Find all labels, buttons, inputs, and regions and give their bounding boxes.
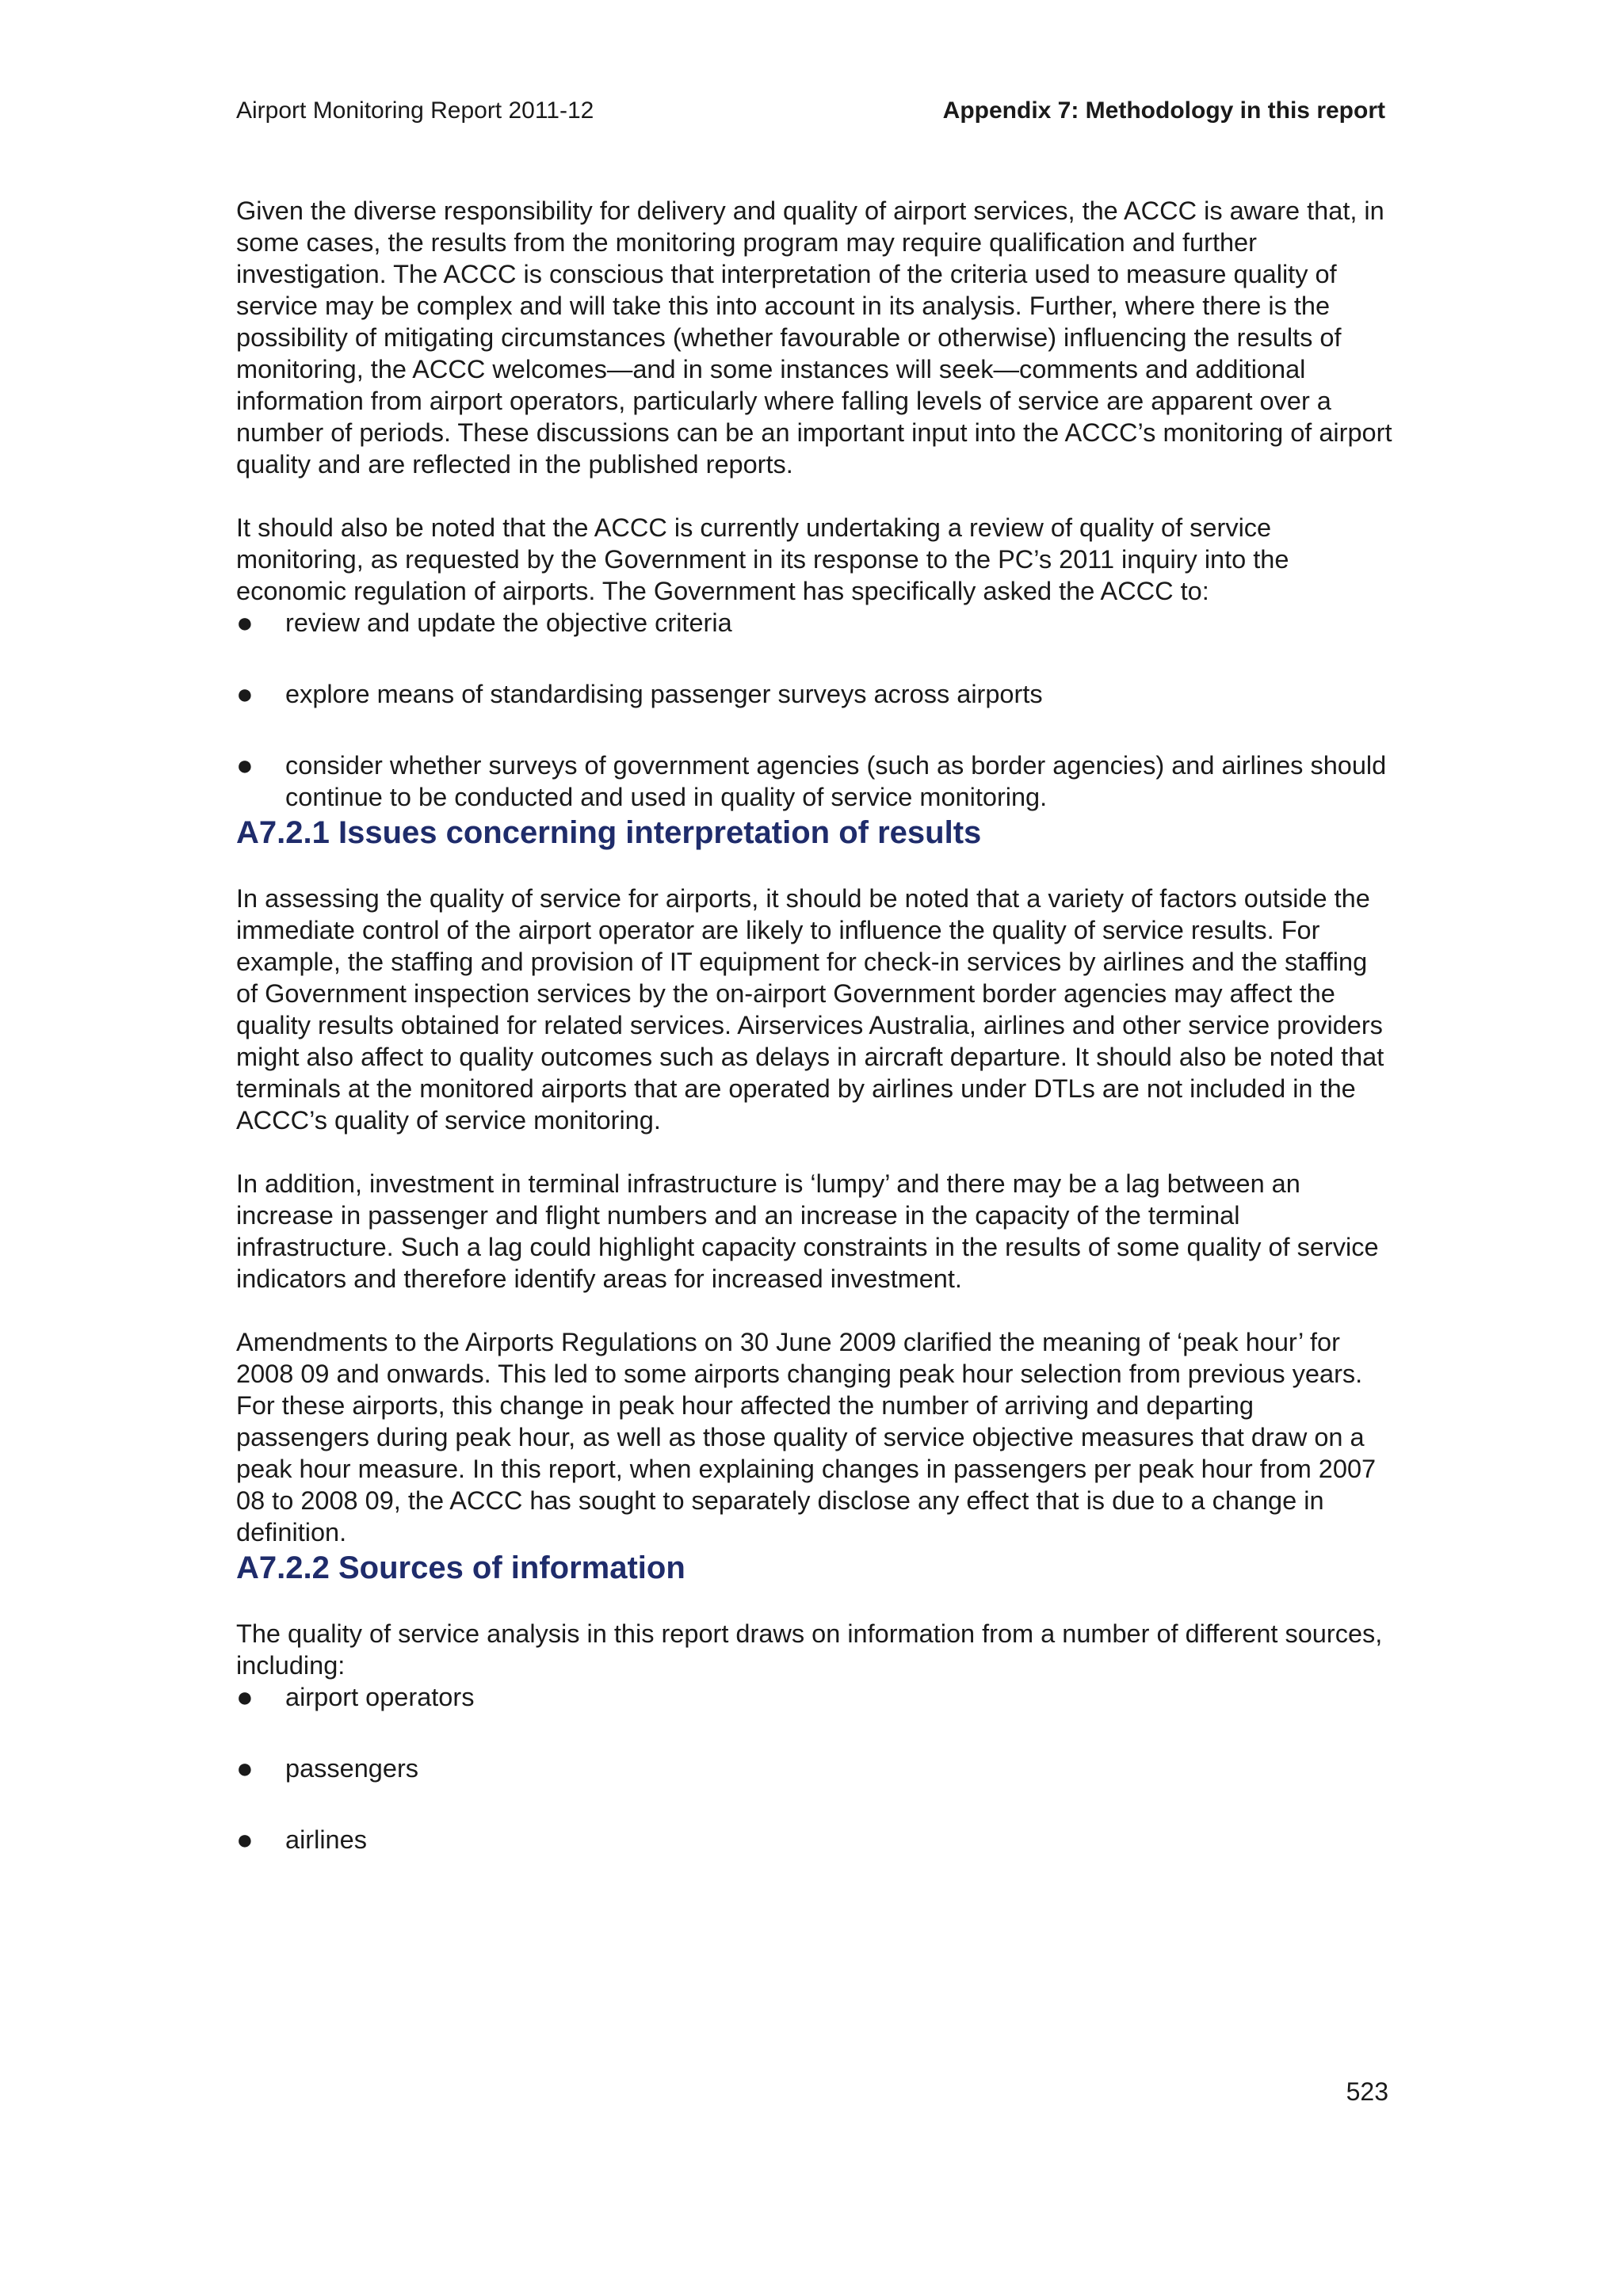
bullet-icon: ● (236, 1752, 254, 1784)
list-item-text: airlines (285, 1825, 367, 1854)
section-heading-sources: A7.2.2 Sources of information (236, 1550, 685, 1585)
list-item (236, 1681, 1393, 1713)
list-item-text: passengers (285, 1754, 419, 1783)
list-item (236, 1753, 1393, 1784)
bullet-icon: ● (236, 1823, 254, 1855)
sources-paragraph: The quality of service analysis in this report draws on information from a number of different sources, including: (236, 1619, 1383, 1680)
interpretation-paragraph-2: In addition, investment in terminal infrastructure is ‘lumpy’ and there may be a lag between an increase in passenger and flight numbers and an increase in the capacity of the terminal infrastructure. Such a lag could highlight capacity constraints in the results of some quality of service indicators and therefore identify areas for increased investment. (236, 1169, 1379, 1293)
report-title: Airport Monitoring Report 2011-12 (236, 97, 594, 124)
list-item (236, 607, 1393, 639)
list-item-text: explore means of standardising passenger surveys across airports (285, 680, 1043, 708)
section-heading-interpretation: A7.2.1 Issues concerning interpretation of results (236, 815, 982, 850)
list-item-text: airport operators (285, 1683, 475, 1711)
bullet-icon: ● (236, 677, 254, 710)
list-item-text: review and update the objective criteria (285, 608, 732, 637)
intro-paragraph-1: Given the diverse responsibility for delivery and quality of airport services, the ACCC is aware that, in some cases, the results from the monitoring program may require qualification and further investigation. The ACCC is conscious that interpretation of the criteria used to measure quality of service may be complex and will take this into account in its analysis. Further, where there is the possibility of mitigating circumstances (whether favourable or otherwise) influencing the results of monitoring, the ACCC welcomes—and in some instances will seek—comments and additional information from airport operators, particularly where falling levels of service are apparent over a number of periods. These discussions can be an important input into the ACCC’s monitoring of airport quality and are reflected in the published reports. (236, 196, 1392, 479)
page-header (236, 93, 1385, 128)
list-item (236, 749, 1393, 813)
interpretation-paragraph-3: Amendments to the Airports Regulations on 30 June 2009 clarified the meaning of ‘peak hour’ for 2008 09 and onwards. This led to some airports changing peak hour selection from previous years. For these airports, this change in peak hour affected the number of arriving and departing passengers during peak hour, as well as those quality of service objective measures that draw on a peak hour measure. In this report, when explaining changes in passengers per peak hour from 2007 08 to 2008 09, the ACCC has sought to separately disclose any effect that is due to a change in definition. (236, 1328, 1377, 1547)
review-tasks-list (236, 607, 1393, 813)
page-number: 523 (1346, 2077, 1388, 2106)
bullet-icon: ● (236, 749, 254, 781)
sources-list (236, 1681, 1393, 1855)
appendix-title: Appendix 7: Methodology in this report (942, 97, 1385, 124)
bullet-icon: ● (236, 606, 254, 639)
list-item (236, 678, 1393, 710)
bullet-icon: ● (236, 1680, 254, 1713)
list-item (236, 1824, 1393, 1855)
interpretation-paragraph-1: In assessing the quality of service for airports, it should be noted that a variety of factors outside the immediate control of the airport operator are likely to influence the quality of service results. For example, the staffing and provision of IT equipment for check-in services by airlines and the staffing of Government inspection services by the on-airport Government border agencies may affect the quality results obtained for related services. Airservices Australia, airlines and other service providers might also affect to quality outcomes such as delays in aircraft departure. It should also be noted that terminals at the monitored airports that are operated by airlines under DTLs are not included in the ACCC’s quality of service monitoring. (236, 884, 1384, 1135)
list-item-text: consider whether surveys of government agencies (such as border agencies) and airlines should continue to be conducted and used in quality of service monitoring. (285, 751, 1387, 811)
page-content (236, 195, 1393, 1855)
intro-paragraph-2: It should also be noted that the ACCC is currently undertaking a review of quality of service monitoring, as requested by the Government in its response to the PC’s 2011 inquiry into the economic regulation of airports. The Government has specifically asked the ACCC to: (236, 513, 1289, 605)
